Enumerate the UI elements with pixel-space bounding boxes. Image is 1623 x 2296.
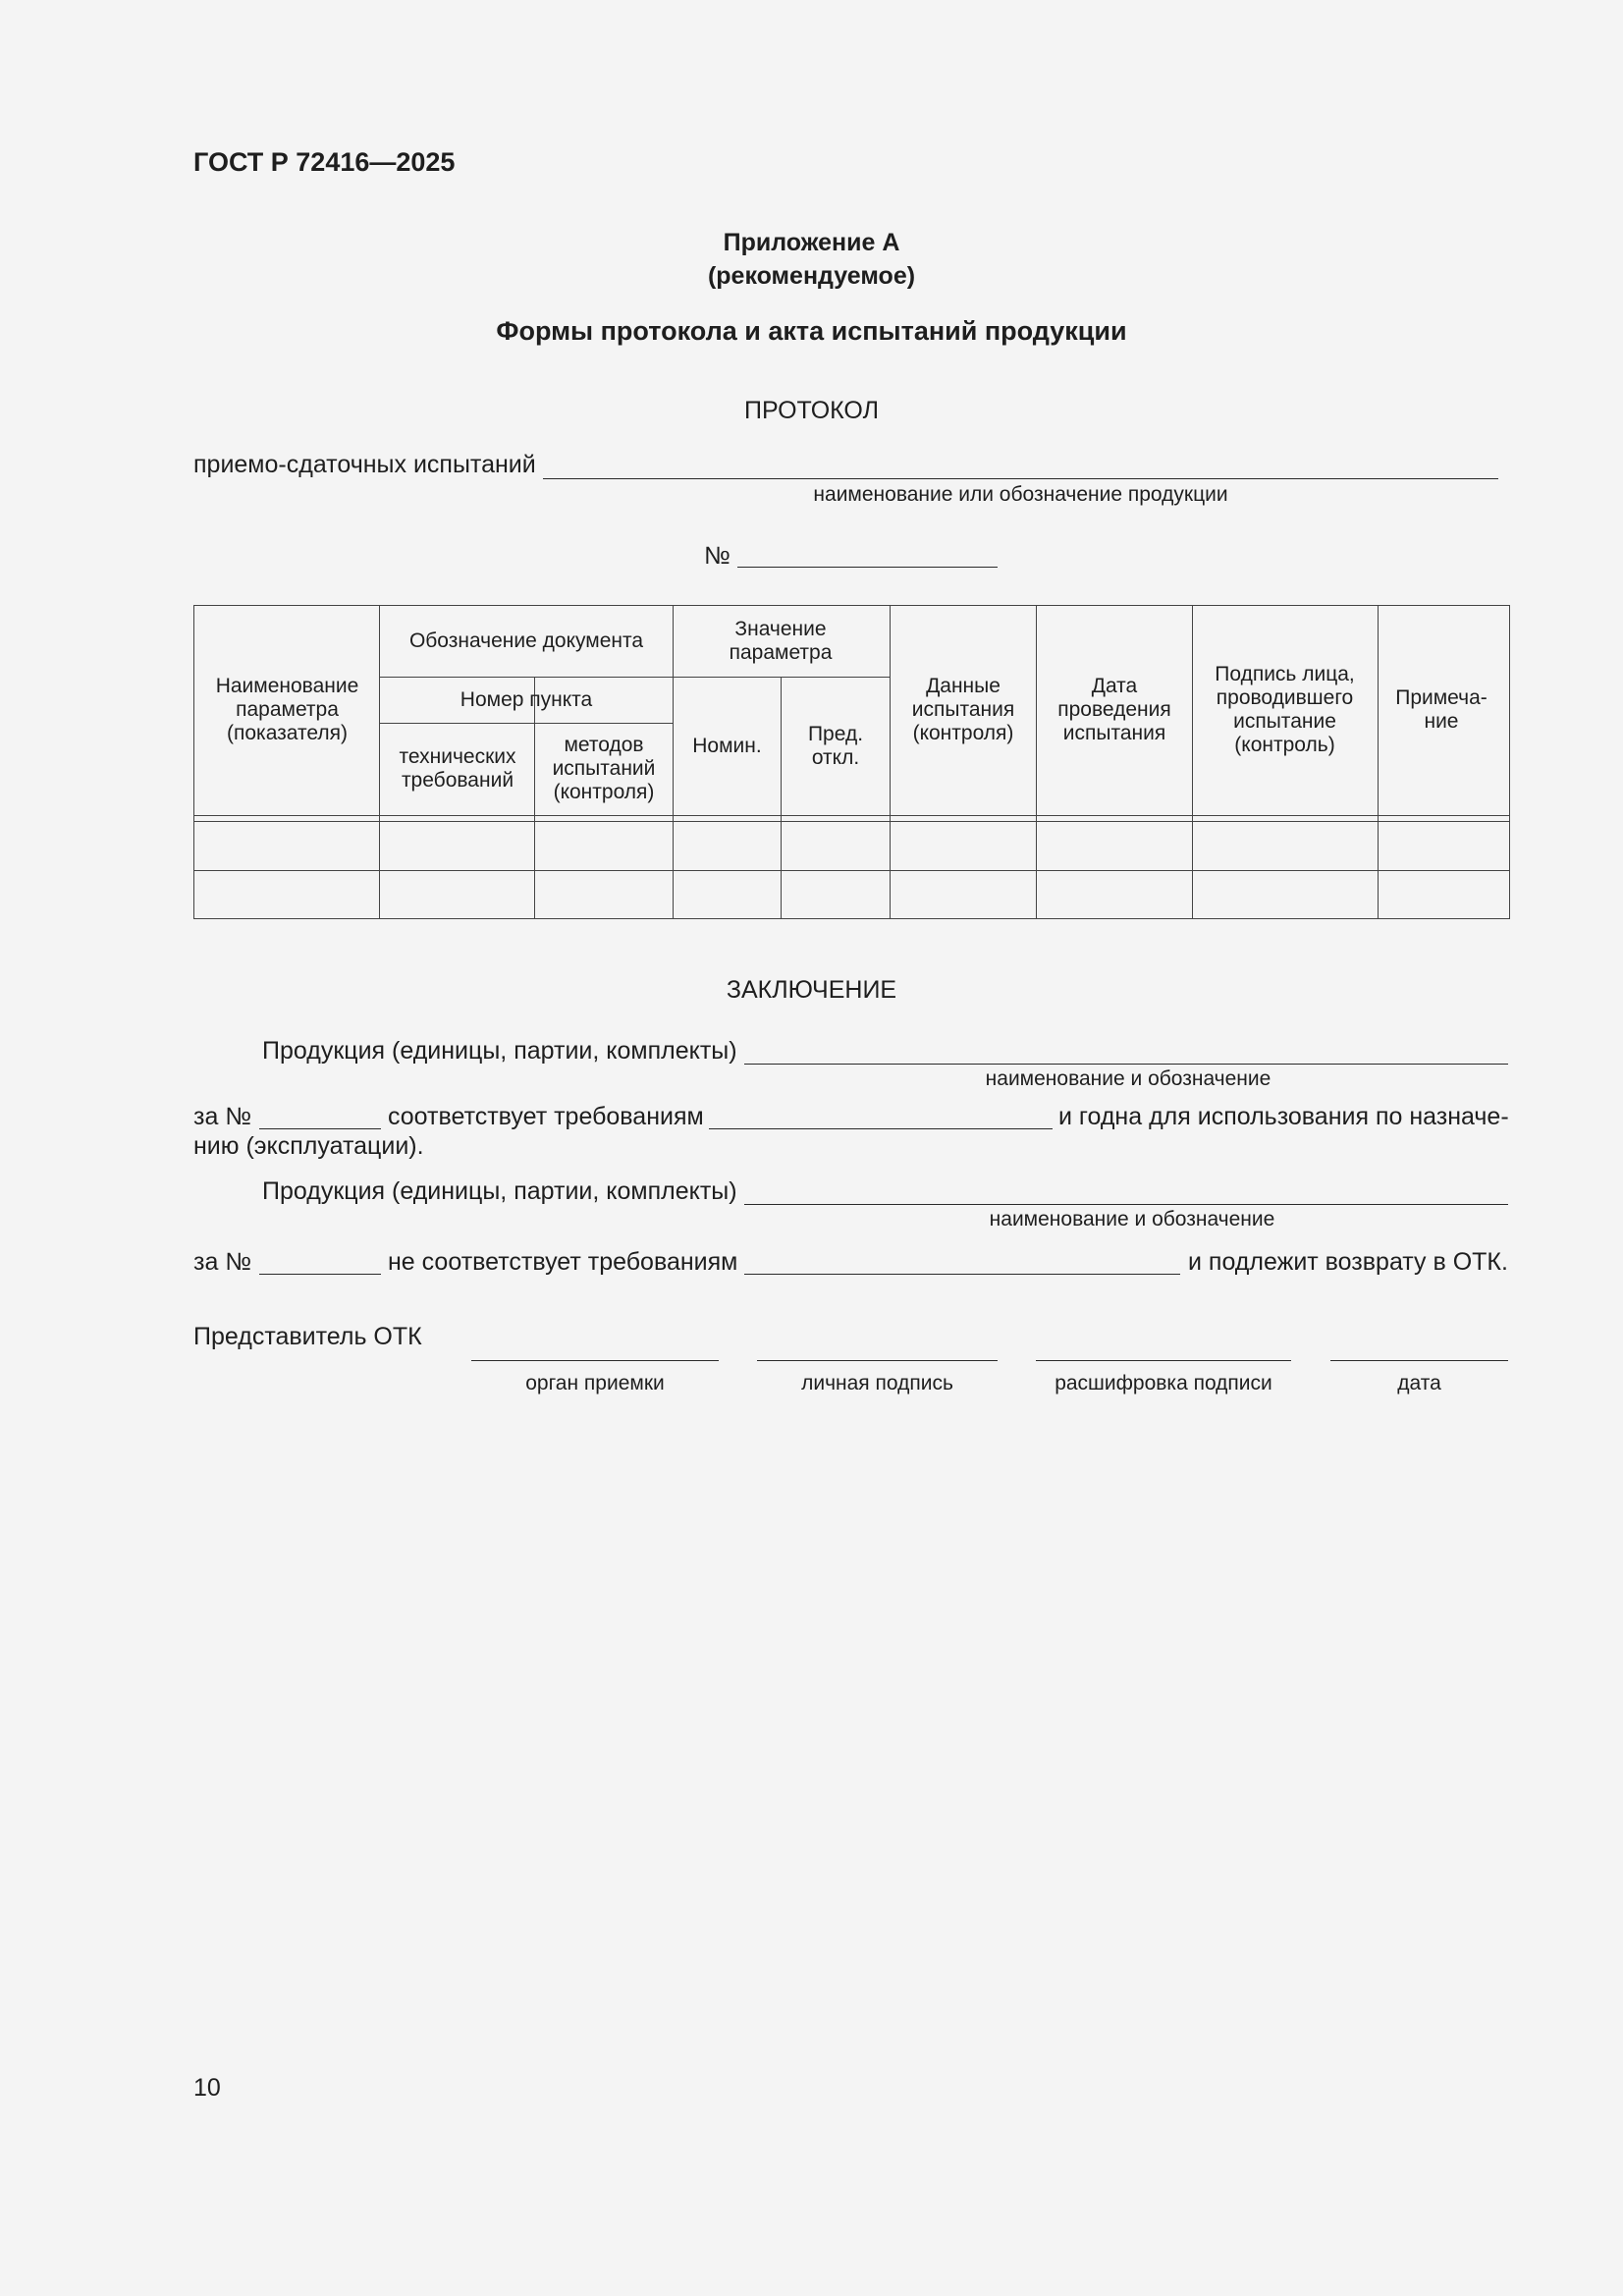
number-prefix-2: за № bbox=[193, 1248, 252, 1276]
document-code: ГОСТ Р 72416—2025 bbox=[193, 147, 456, 177]
acceptance-body-caption: орган приемки bbox=[525, 1372, 665, 1394]
product-name-line-2[interactable] bbox=[744, 1204, 1508, 1205]
signature-decoding-line[interactable] bbox=[1036, 1360, 1291, 1361]
not-complies-text: не соответствует требованиям bbox=[388, 1248, 738, 1276]
header-tech-requirements: технических требований bbox=[399, 745, 516, 792]
annex-heading bbox=[0, 226, 1623, 293]
header-test-date: Дата проведения испытания bbox=[1057, 675, 1171, 744]
annex-label: Приложение А bbox=[723, 229, 900, 256]
product-name-caption: наименование и обозначение bbox=[985, 1067, 1271, 1090]
date-caption: дата bbox=[1397, 1372, 1441, 1394]
header-signature: Подпись лица, проводившего испытание (контроль) bbox=[1215, 663, 1355, 756]
batch-number-line[interactable] bbox=[259, 1128, 381, 1129]
product-name-line[interactable] bbox=[744, 1064, 1508, 1065]
page-number: 10 bbox=[193, 2074, 221, 2102]
requirements-line[interactable] bbox=[709, 1128, 1053, 1129]
otk-representative-label: Представитель ОТК bbox=[193, 1323, 422, 1350]
batch-number-line-2[interactable] bbox=[259, 1274, 381, 1275]
header-param-name: Наименование параметра (показателя) bbox=[215, 675, 359, 744]
header-tolerance: Пред. откл. bbox=[807, 722, 864, 769]
requirements-line-2[interactable] bbox=[744, 1274, 1180, 1275]
header-test-data: Данные испытания (контроля) bbox=[911, 675, 1015, 744]
personal-signature-caption: личная подпись bbox=[801, 1372, 953, 1394]
number-prefix: за № bbox=[193, 1103, 252, 1130]
personal-signature-line[interactable] bbox=[757, 1360, 998, 1361]
acceptance-body-line[interactable] bbox=[471, 1360, 719, 1361]
return-text: и подлежит возврату в ОТК. bbox=[1188, 1248, 1508, 1276]
header-doc-designation: Обозначение документа bbox=[408, 629, 644, 652]
header-test-methods: методов испытаний (контроля) bbox=[552, 734, 656, 803]
protocol-subject-label: приемо-сдаточных испытаний bbox=[193, 451, 536, 478]
protocol-subject-line[interactable] bbox=[543, 478, 1498, 479]
header-nominal: Номин. bbox=[692, 734, 762, 757]
header-item-number: Номер пункта bbox=[460, 687, 593, 711]
protocol-number-line[interactable] bbox=[737, 567, 998, 568]
header-param-value: Значение параметра bbox=[729, 617, 833, 664]
fit-text-continued: нию (эксплуатации). bbox=[193, 1132, 424, 1160]
header-note: Примеча-ние bbox=[1395, 686, 1488, 733]
product-label: Продукция (единицы, партии, комплекты) bbox=[262, 1037, 737, 1065]
fit-text: и годна для использования по назначе- bbox=[1058, 1103, 1509, 1130]
product-label-2: Продукция (единицы, партии, комплекты) bbox=[262, 1177, 737, 1205]
protocol-table bbox=[193, 605, 1510, 919]
annex-status: (рекомендуемое) bbox=[707, 262, 916, 290]
complies-text: соответствует требованиям bbox=[388, 1103, 704, 1130]
protocol-subject-caption: наименование или обозначение продукции bbox=[813, 483, 1228, 506]
protocol-number-label: № bbox=[704, 542, 730, 570]
date-line[interactable] bbox=[1330, 1360, 1508, 1361]
signature-decoding-caption: расшифровка подписи bbox=[1055, 1372, 1272, 1394]
table-row[interactable] bbox=[193, 871, 1510, 918]
form-title: Формы протокола и акта испытаний продукции bbox=[496, 316, 1127, 346]
conclusion-title: ЗАКЛЮЧЕНИЕ bbox=[726, 976, 897, 1004]
table-row[interactable] bbox=[193, 822, 1510, 870]
protocol-title: ПРОТОКОЛ bbox=[744, 397, 879, 424]
product-name-caption-2: наименование и обозначение bbox=[989, 1208, 1275, 1230]
